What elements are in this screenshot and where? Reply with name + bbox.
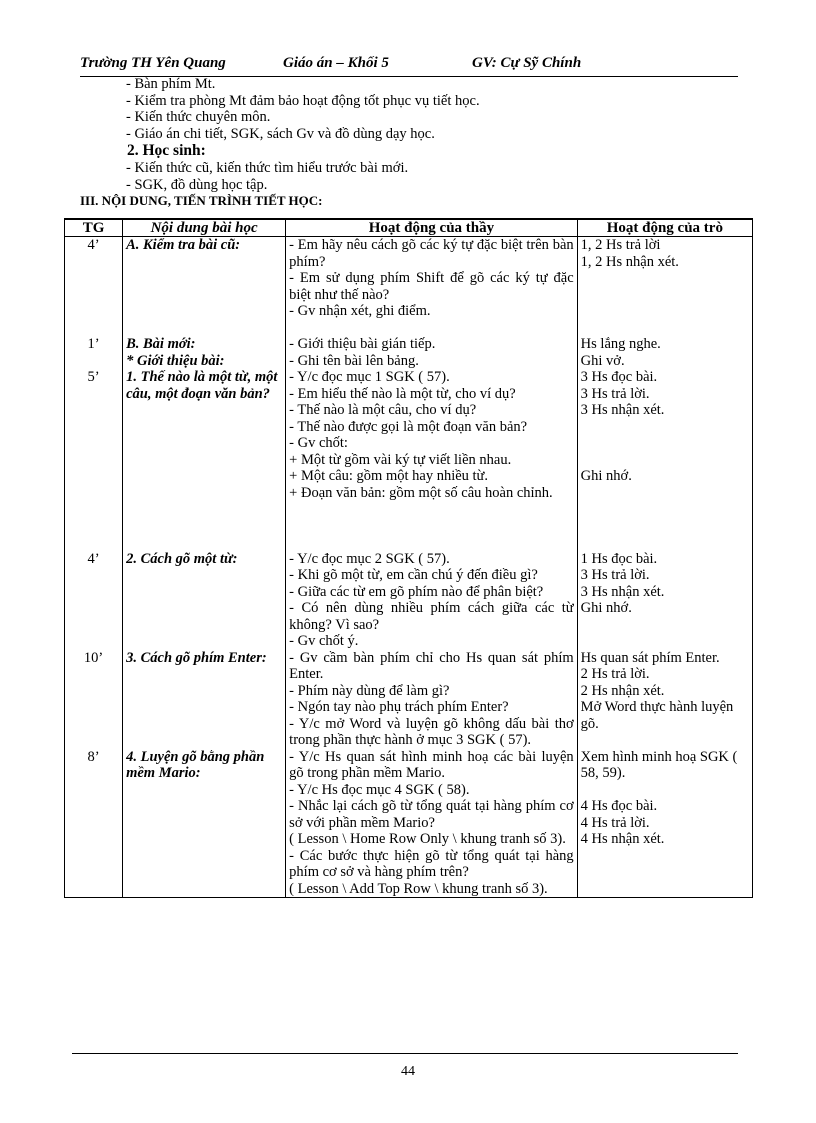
student-heading: 2. Học sinh: (127, 142, 206, 159)
cell-line: - Y/c đọc mục 2 SGK ( 57). (289, 550, 450, 567)
preparation-section (80, 76, 740, 209)
cell-line: 10’ (83, 649, 104, 666)
content-cell (123, 650, 286, 749)
cell-line: Ghi nhớ. (580, 600, 632, 616)
cell-line: - Y/c mở Word và luyện gõ không dấu bài thơ trong phần thực hành ở mục 3 SGK ( 57). (289, 715, 574, 748)
spacer-cell (123, 320, 286, 337)
cell-line: 4 Hs trả lời. (580, 814, 650, 831)
cell-line: - Ngón tay nào phụ trách phím Enter? (289, 699, 509, 715)
cell-line: B. Bài mới: (126, 336, 196, 352)
time-cell (65, 237, 123, 320)
spacer-cell (286, 320, 578, 337)
cell-line: - Gv nhận xét, ghi điểm. (289, 303, 431, 319)
cell-line (581, 419, 749, 436)
cell-line: - Thế nào là một câu, cho ví dụ? (289, 402, 477, 418)
cell-line: + Một từ gồm vài ký tự viết liền nhau. (289, 451, 512, 468)
header-student-activity: Hoạt động của trò (577, 219, 752, 237)
time-cell (65, 336, 123, 501)
table-row (65, 650, 753, 749)
cell-line: 3 Hs trả lời. (580, 567, 650, 583)
spacer-cell (577, 518, 752, 535)
student-activity-cell (577, 551, 752, 650)
cell-line: - Giữa các từ em gõ phím nào để phân biệt? (289, 583, 544, 600)
cell-line: 5’ (87, 369, 100, 385)
cell-line: Ghi nhớ. (580, 468, 632, 484)
table-header-row (65, 219, 753, 237)
cell-line: - Khi gõ một từ, em cần chú ý đến điều gì? (289, 567, 538, 583)
cell-line: 3. Cách gõ phím Enter: (126, 649, 267, 666)
spacer-cell (65, 518, 123, 535)
cell-line: Hs quan sát phím Enter. (580, 649, 720, 666)
spacer-cell (123, 518, 286, 535)
cell-line: - Y/c Hs đọc mục 4 SGK ( 58). (289, 781, 470, 798)
cell-line: 4. Luyện gõ bằng phần mềm Mario: (126, 748, 265, 781)
cell-line: 4 Hs nhận xét. (580, 831, 665, 847)
table-row (65, 551, 753, 650)
cell-line: 3 Hs nhận xét. (580, 583, 665, 600)
teacher-activity-cell (286, 551, 578, 650)
teacher-prep-item: - Bàn phím Mt. (126, 76, 216, 92)
header-teacher: GV: Cự Sỹ Chính (472, 55, 582, 71)
teacher-prep-item: - Giáo án chi tiết, SGK, sách Gv và đồ dùng dạy học. (126, 125, 435, 142)
spacer-cell (577, 534, 752, 551)
cell-line: - Gv chốt ý. (289, 633, 359, 649)
table-row (65, 336, 753, 501)
cell-line: - Thế nào được gọi là một đoạn văn bản? (289, 418, 528, 435)
teacher-activity-cell (286, 237, 578, 320)
student-prep-item: - Kiến thức cũ, kiến thức tìm hiểu trước bài mới. (126, 160, 409, 176)
teacher-activity-cell (286, 749, 578, 898)
cell-line: Hs lắng nghe. (580, 336, 661, 352)
cell-line (581, 435, 749, 452)
spacer-row (65, 501, 753, 518)
teacher-activity-cell (286, 336, 578, 501)
cell-line: Mở Word thực hành luyện gõ. (580, 699, 734, 732)
cell-line: 8’ (87, 748, 100, 765)
cell-line: - Ghi tên bài lên bảng. (289, 352, 419, 369)
cell-line: 2 Hs nhận xét. (580, 682, 665, 699)
cell-line: 2 Hs trả lời. (580, 666, 650, 682)
cell-line: - Gv chốt: (289, 435, 348, 451)
header-time: TG (65, 219, 123, 237)
spacer-cell (123, 534, 286, 551)
header-teacher-activity: Hoạt động của thầy (286, 219, 578, 237)
cell-line: - Các bước thực hiện gõ từ tổng quát tại hàng phím cơ sở và hàng phím trên? (289, 847, 574, 880)
spacer-cell (65, 501, 123, 518)
cell-line: - Y/c Hs quan sát hình minh hoạ các bài luyện gõ trong phần mềm Mario. (289, 748, 574, 781)
header-content: Nội dung bài học (123, 219, 286, 237)
header-school: Trường TH Yên Quang (80, 55, 226, 71)
spacer-cell (286, 534, 578, 551)
cell-line: - Em hãy nêu cách gõ các ký tự đặc biệt trên bàn phím? (289, 237, 574, 270)
content-cell (123, 749, 286, 898)
cell-line: - Y/c đọc mục 1 SGK ( 57). (289, 369, 450, 385)
page-header (80, 54, 738, 77)
lesson-table (64, 218, 753, 898)
spacer-cell (123, 501, 286, 518)
cell-line (581, 452, 749, 469)
student-activity-cell (577, 749, 752, 898)
cell-line (68, 353, 119, 370)
cell-line: ( Lesson \ Add Top Row \ khung tranh số 3). (289, 880, 548, 897)
cell-line: Ghi vở. (580, 352, 625, 369)
cell-line: + Một câu: gồm một hay nhiều từ. (289, 468, 489, 484)
spacer-cell (65, 534, 123, 551)
cell-line: 1, 2 Hs trả lời (580, 237, 661, 253)
cell-line: 2. Cách gõ một từ: (126, 550, 238, 567)
header-lesson-plan: Giáo án – Khối 5 (283, 55, 389, 71)
student-activity-cell (577, 336, 752, 501)
table-row (65, 749, 753, 898)
spacer-row (65, 320, 753, 337)
student-activity-cell (577, 237, 752, 320)
cell-line: ( Lesson \ Home Row Only \ khung tranh số 3). (289, 831, 566, 847)
time-cell (65, 551, 123, 650)
cell-line: 3 Hs nhận xét. (580, 402, 665, 418)
spacer-cell (577, 501, 752, 518)
student-prep-item: - SGK, đồ dùng học tập. (126, 176, 268, 193)
teacher-prep-item: - Kiến thức chuyên môn. (126, 109, 271, 125)
cell-line: - Có nên dùng nhiều phím cách giữa các từ không? Vì sao? (289, 600, 574, 633)
content-cell (123, 551, 286, 650)
content-cell (123, 237, 286, 320)
cell-line: - Phím này dùng để làm gì? (289, 682, 450, 699)
content-cell (123, 336, 286, 501)
table-row (65, 237, 753, 320)
cell-line: - Nhắc lại cách gõ từ tổng quát tại hàng phím cơ sở với phần mềm Mario? (289, 798, 574, 831)
student-activity-cell (577, 650, 752, 749)
cell-line (581, 782, 749, 799)
cell-line: 1, 2 Hs nhận xét. (580, 253, 679, 270)
cell-line: A. Kiểm tra bài cũ: (126, 237, 241, 253)
section-heading: III. NỘI DUNG, TIẾN TRÌNH TIẾT HỌC: (80, 193, 323, 208)
teacher-prep-item: - Kiểm tra phòng Mt đảm bảo hoạt động tốt phục vụ tiết học. (126, 92, 480, 109)
cell-line: * Giới thiệu bài: (126, 352, 225, 369)
cell-line: - Gv cầm bàn phím chỉ cho Hs quan sát phím Enter. (289, 649, 574, 682)
cell-line: - Em sử dụng phím Shift để gõ các ký tự đặc biệt như thế nào? (289, 270, 574, 303)
spacer-cell (65, 320, 123, 337)
spacer-cell (286, 518, 578, 535)
cell-line: - Giới thiệu bài gián tiếp. (289, 336, 436, 352)
spacer-row (65, 534, 753, 551)
cell-line: 3 Hs đọc bài. (580, 369, 658, 385)
cell-line: 4’ (87, 550, 100, 567)
cell-line: 4’ (87, 237, 100, 253)
cell-line: 1’ (87, 336, 100, 352)
time-cell (65, 650, 123, 749)
spacer-cell (286, 501, 578, 518)
footer-divider (72, 1053, 738, 1054)
cell-line: 3 Hs trả lời. (580, 385, 650, 402)
time-cell (65, 749, 123, 898)
spacer-row (65, 518, 753, 535)
teacher-activity-cell (286, 650, 578, 749)
spacer-cell (577, 320, 752, 337)
cell-line: - Em hiểu thế nào là một từ, cho ví dụ? (289, 385, 516, 402)
cell-line: 1. Thế nào là một từ, một câu, một đoạn văn bản? (126, 369, 278, 402)
cell-line: + Đoạn văn bản: gồm một số câu hoàn chỉnh. (289, 484, 553, 501)
cell-line: Xem hình minh hoạ SGK ( 58, 59). (580, 748, 738, 781)
cell-line: 1 Hs đọc bài. (580, 550, 658, 567)
cell-line: 4 Hs đọc bài. (580, 798, 658, 814)
page-number: 44 (401, 1064, 415, 1079)
